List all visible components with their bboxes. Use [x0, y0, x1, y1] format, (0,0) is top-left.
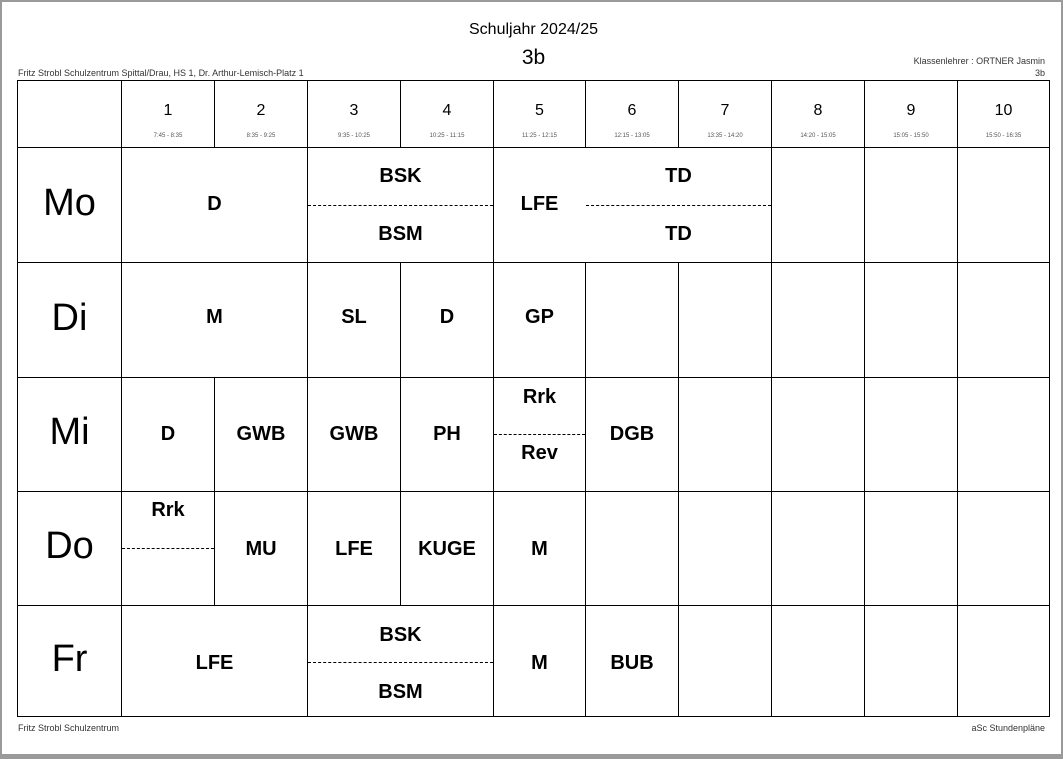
period-time: 7:45 - 8:35 — [153, 133, 183, 139]
period-number: 10 — [994, 102, 1013, 119]
period-time: 15:50 - 16:35 — [985, 133, 1022, 139]
footer-school: Fritz Strobl Schulzentrum — [18, 723, 120, 733]
period-time: 8:35 - 9:25 — [246, 133, 276, 139]
lesson-cell: DGB — [609, 423, 655, 445]
period-number: 1 — [163, 102, 173, 119]
lesson-cell: BSM — [378, 223, 423, 245]
lesson-cell: Rrk — [522, 386, 557, 408]
grid-line — [18, 605, 1049, 606]
split-line — [122, 548, 214, 549]
period-time: 11:25 - 12:15 — [522, 133, 557, 139]
lesson-cell: SL — [341, 306, 367, 328]
lesson-cell: TD — [665, 223, 692, 245]
split-line — [494, 434, 585, 435]
lesson-cell: Rev — [521, 442, 558, 464]
period-number: 7 — [720, 102, 730, 119]
period-time: 12:15 - 13:05 — [614, 133, 650, 139]
lesson-cell: BSM — [378, 681, 423, 703]
day-label-mo: Mo — [43, 182, 96, 224]
grid-line — [771, 81, 772, 716]
grid-line — [18, 491, 1049, 492]
lesson-cell: LFE — [335, 538, 373, 560]
grid-line — [18, 262, 1049, 263]
class-teacher: Klassenlehrer : ORTNER Jasmin — [913, 56, 1045, 66]
lesson-cell: KUGE — [418, 538, 476, 560]
split-line — [308, 662, 493, 663]
lesson-cell: PH — [433, 423, 461, 445]
period-number: 4 — [442, 102, 452, 119]
period-number: 8 — [813, 102, 823, 119]
day-label-fr: Fr — [51, 638, 88, 680]
grid-line — [585, 262, 586, 716]
split-line — [308, 205, 493, 206]
footer-software: aSc Stundenpläne — [971, 723, 1045, 733]
day-label-mi: Mi — [49, 411, 90, 453]
period-time: 15:05 - 15:50 — [893, 133, 929, 139]
period-number: 5 — [535, 102, 544, 119]
period-number: 2 — [256, 102, 266, 119]
grid-line — [121, 81, 122, 716]
lesson-cell: D — [160, 423, 176, 445]
school-address: Fritz Strobl Schulzentrum Spittal/Drau, HS 1, Dr. Arthur-Lemisch-Platz 1 — [18, 68, 304, 78]
class-title: 3b — [521, 46, 546, 69]
period-number: 3 — [349, 102, 359, 119]
period-time: 10:25 - 11:15 — [429, 133, 465, 139]
period-time: 13:35 - 14:20 — [707, 133, 743, 139]
school-year-title: Schuljahr 2024/25 — [469, 21, 598, 38]
lesson-cell: GP — [525, 306, 554, 328]
lesson-cell: D — [207, 193, 222, 215]
lesson-cell: TD — [665, 165, 692, 187]
lesson-cell: M — [531, 652, 548, 674]
lesson-cell: MU — [245, 538, 277, 560]
lesson-cell: LFE — [520, 193, 559, 215]
grid-line — [957, 81, 958, 716]
day-label-di: Di — [51, 297, 88, 339]
grid-line — [678, 262, 679, 716]
grid-line — [864, 81, 865, 716]
grid-line — [18, 147, 1049, 148]
period-time: 9:35 - 10:25 — [337, 133, 371, 139]
lesson-cell: GWB — [236, 423, 286, 445]
lesson-cell: BUB — [610, 652, 654, 674]
day-label-do: Do — [45, 525, 94, 567]
lesson-cell: M — [206, 306, 223, 328]
period-time: 14:20 - 15:05 — [800, 133, 836, 139]
lesson-cell: D — [439, 306, 455, 328]
lesson-cell: Rrk — [151, 499, 185, 521]
timetable-grid — [17, 80, 1050, 717]
lesson-cell: LFE — [195, 652, 234, 674]
split-line — [586, 205, 771, 206]
lesson-cell: M — [531, 538, 548, 560]
period-number: 6 — [627, 102, 637, 119]
lesson-cell: BSK — [379, 624, 422, 646]
lesson-cell: BSK — [379, 165, 422, 187]
lesson-cell: GWB — [329, 423, 379, 445]
teacher-class-label: 3b — [1034, 68, 1045, 78]
grid-line — [18, 377, 1049, 378]
period-number: 9 — [906, 102, 916, 119]
